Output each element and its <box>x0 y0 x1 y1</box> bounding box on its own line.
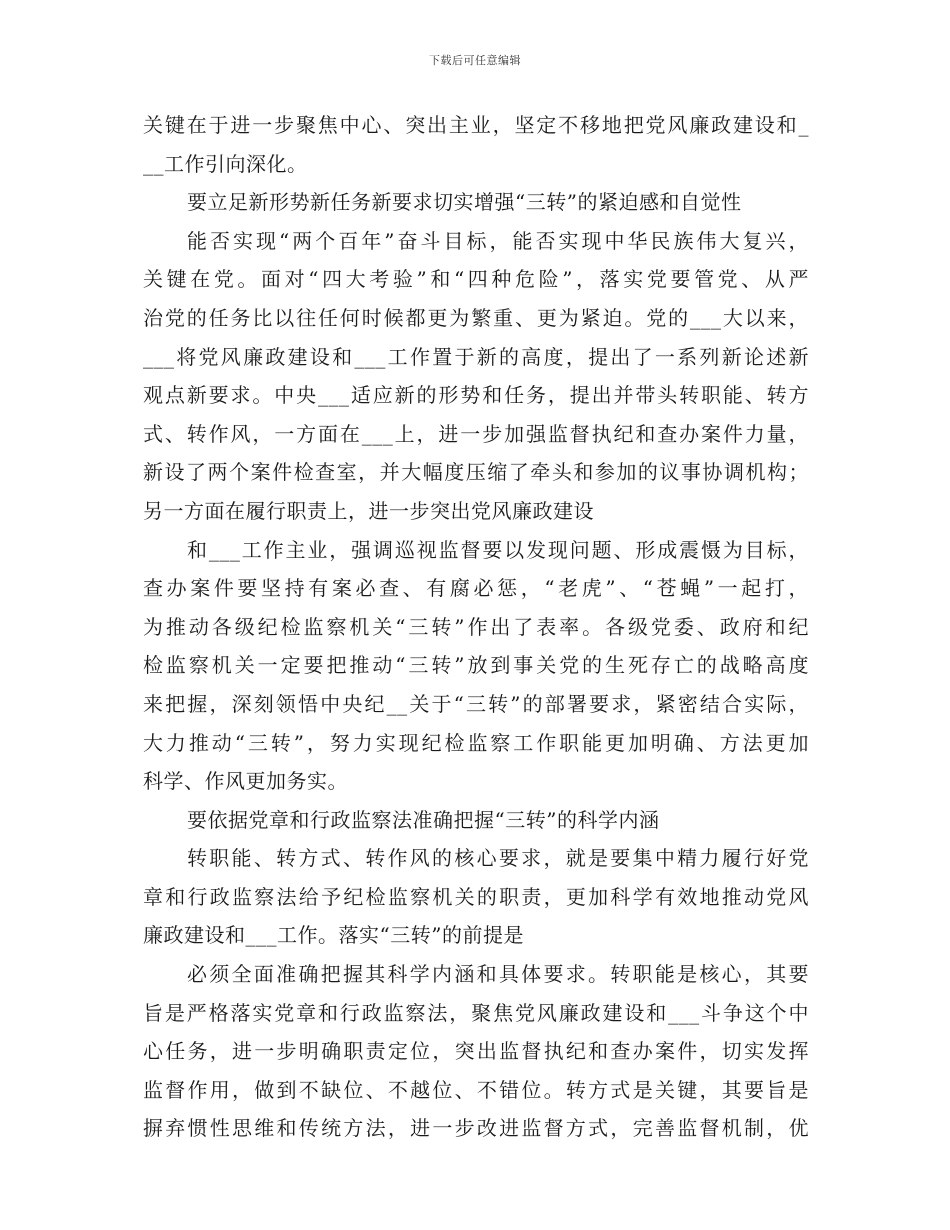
page-header: 下载后可任意编辑 <box>429 54 521 67</box>
text-line: 心任务，进一步明确职责定位，突出监督执纪和查办案件，切实发挥 <box>143 1039 809 1064</box>
text-line: 观点新要求。中央___适应新的形势和任务，提出并带头转职能、转方 <box>143 383 809 408</box>
text-line: 为推动各级纪检监察机关“三转”作出了表率。各级党委、政府和纪 <box>143 614 809 639</box>
text-line: 廉政建设和___工作。落实“三转”的前提是 <box>143 923 524 948</box>
text-line: 要依据党章和行政监察法准确把握“三转”的科学内涵 <box>187 807 660 832</box>
text-line: 来把握，深刻领悟中央纪__关于“三转”的部署要求，紧密结合实际， <box>143 691 809 716</box>
text-line: 旨是严格落实党章和行政监察法，聚焦党风廉政建设和___斗争这个中 <box>143 1000 809 1025</box>
document-body <box>143 106 809 1148</box>
text-line: 大力推动“三转”，努力实现纪检监察工作职能更加明确、方法更加 <box>143 730 809 755</box>
text-line: 和___工作主业，强调巡视监督要以发现问题、形成震慑为目标， <box>187 537 809 562</box>
text-line: ___将党风廉政建设和___工作置于新的高度，提出了一系列新论述新 <box>143 344 809 369</box>
text-line: 监督作用，做到不缺位、不越位、不错位。转方式是关键，其要旨是 <box>143 1077 809 1102</box>
text-line: 关键在于进一步聚焦中心、突出主业，坚定不移地把党风廉政建设和_ <box>143 113 809 137</box>
text-line: 章和行政监察法给予纪检监察机关的职责，更加科学有效地推动党风 <box>143 884 809 909</box>
text-line: 转职能、转方式、转作风的核心要求，就是要集中精力履行好党 <box>187 846 809 871</box>
text-line: __工作引向深化。 <box>143 151 308 176</box>
text-line: 另一方面在履行职责上，进一步突出党风廉政建设 <box>143 498 594 523</box>
text-line: 检监察机关一定要把推动“三转”放到事关党的生死存亡的战略高度 <box>143 653 809 678</box>
text-line: 能否实现“两个百年”奋斗目标，能否实现中华民族伟大复兴， <box>187 228 809 253</box>
text-line: 新设了两个案件检查室，并大幅度压缩了牵头和参加的议事协调机构； <box>143 460 809 485</box>
text-line: 摒弃惯性思维和传统方法，进一步改进监督方式，完善监督机制，优 <box>143 1116 809 1141</box>
text-line: 关键在党。面对“四大考验”和“四种危险”，落实党要管党、从严 <box>143 267 809 292</box>
text-line: 式、转作风，一方面在___上，进一步加强监督执纪和查办案件力量， <box>143 421 809 446</box>
text-line: 必须全面准确把握其科学内涵和具体要求。转职能是核心，其要 <box>187 962 809 987</box>
text-line: 治党的任务比以往任何时候都更为繁重、更为紧迫。党的___大以来， <box>143 305 809 330</box>
text-line: 科学、作风更加务实。 <box>143 769 348 794</box>
text-line: 查办案件要坚持有案必查、有腐必惩，“老虎”、“苍蝇”一起打， <box>143 576 809 601</box>
text-line: 要立足新形势新任务新要求切实增强“三转”的紧迫感和自觉性 <box>187 190 742 215</box>
